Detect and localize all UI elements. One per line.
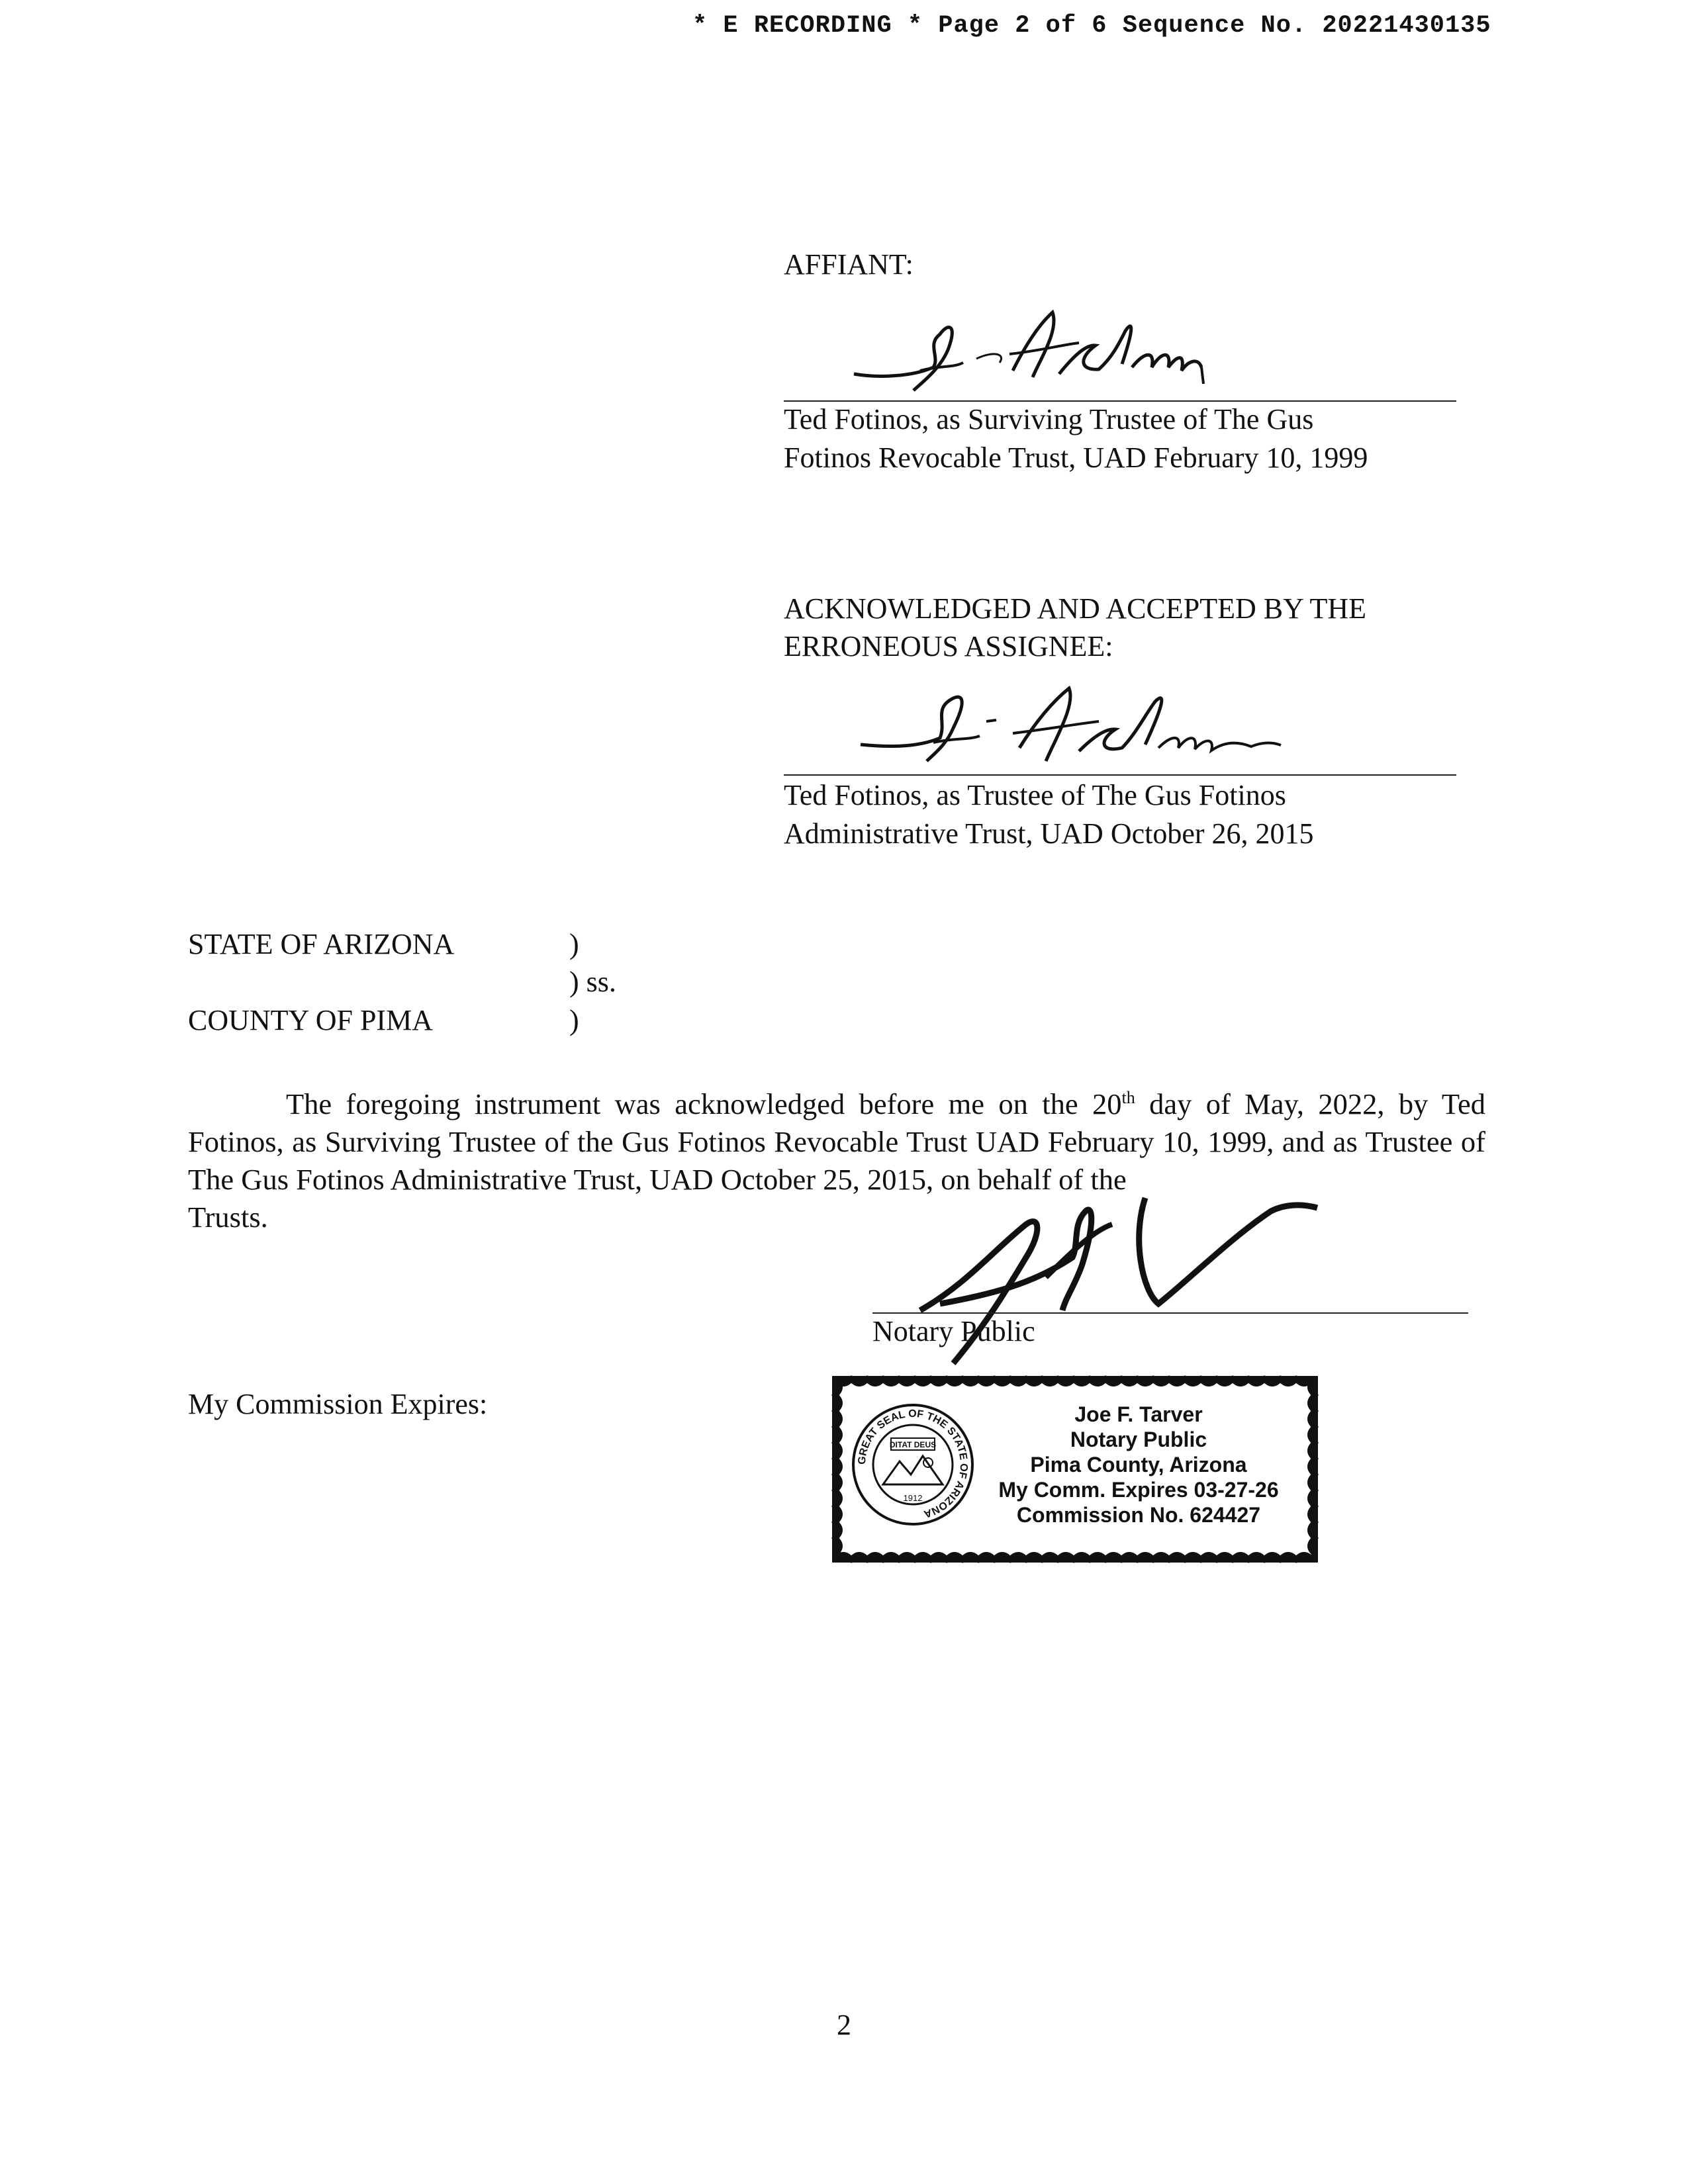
assignee-name-line2: Administrative Trust, UAD October 26, 2015 (784, 817, 1314, 850)
stamp-commission-number: Commission No. 624427 (1016, 1503, 1261, 1527)
venue-paren-ss: ) ss. (569, 966, 616, 998)
venue-state: STATE OF ARIZONA (188, 928, 455, 960)
stamp-county: Pima County, Arizona (1030, 1453, 1247, 1477)
notary-public-label: Notary Public (872, 1315, 1035, 1347)
assignee-name-line1: Ted Fotinos, as Trustee of The Gus Fotinos (784, 779, 1286, 811)
seal-motto: DITAT DEUS (889, 1440, 937, 1449)
affiant-signature-drawing (841, 304, 1238, 404)
assignee-signature (854, 682, 1304, 781)
venue-paren-top: ) (569, 928, 579, 960)
page-number: 2 (837, 2009, 851, 2041)
affiant-heading: AFFIANT: (784, 248, 914, 281)
recording-header: * E RECORDING * Page 2 of 6 Sequence No. 20221430135 (692, 12, 1491, 40)
venue-county: COUNTY OF PIMA (188, 1004, 433, 1036)
acknowledged-heading-line1: ACKNOWLEDGED AND ACCEPTED BY THE (784, 592, 1366, 625)
acknowledged-heading-line2: ERRONEOUS ASSIGNEE: (784, 630, 1113, 662)
stamp-notary-name: Joe F. Tarver (1074, 1402, 1203, 1426)
stamp-expiration: My Comm. Expires 03-27-26 (998, 1478, 1279, 1502)
notary-stamp (826, 1370, 1324, 1569)
affiant-signature (841, 304, 1238, 404)
seal-icon (850, 1402, 976, 1527)
affiant-signature-line (784, 400, 1456, 402)
arizona-state-seal (850, 1402, 976, 1527)
notary-signature-drawing (914, 1185, 1337, 1383)
acknowledgment-text-part3: Trusts. (188, 1200, 268, 1234)
acknowledgment-ordinal-suffix: th (1121, 1088, 1135, 1107)
venue-paren-bottom: ) (569, 1004, 579, 1036)
stamp-notary-title: Notary Public (1070, 1428, 1207, 1451)
notary-signature (914, 1185, 1337, 1383)
acknowledgment-text-part1: The foregoing instrument was acknowledged before me on the 20 (286, 1087, 1122, 1120)
acknowledgment-text-part2: day of May, 2022, by Ted Fotinos, as Surviving Trustee of the Gus Fotinos Revocable Trust UAD February 10, 1999, and as Trustee of The Gus Fotinos Administrative Trust, UAD October 25, 2015, on behalf of the (188, 1087, 1485, 1196)
affiant-name-line2: Fotinos Revocable Trust, UAD February 10, 1999 (784, 441, 1368, 474)
assignee-signature-drawing (854, 682, 1304, 781)
affiant-name-line1: Ted Fotinos, as Surviving Trustee of The Gus (784, 403, 1314, 435)
commission-expires-label: My Commission Expires: (188, 1388, 488, 1420)
seal-ring-text: GREAT SEAL OF THE STATE OF ARIZONA (856, 1408, 970, 1520)
assignee-signature-line (784, 774, 1456, 776)
seal-year: 1912 (903, 1493, 923, 1503)
notary-signature-line (872, 1312, 1468, 1314)
